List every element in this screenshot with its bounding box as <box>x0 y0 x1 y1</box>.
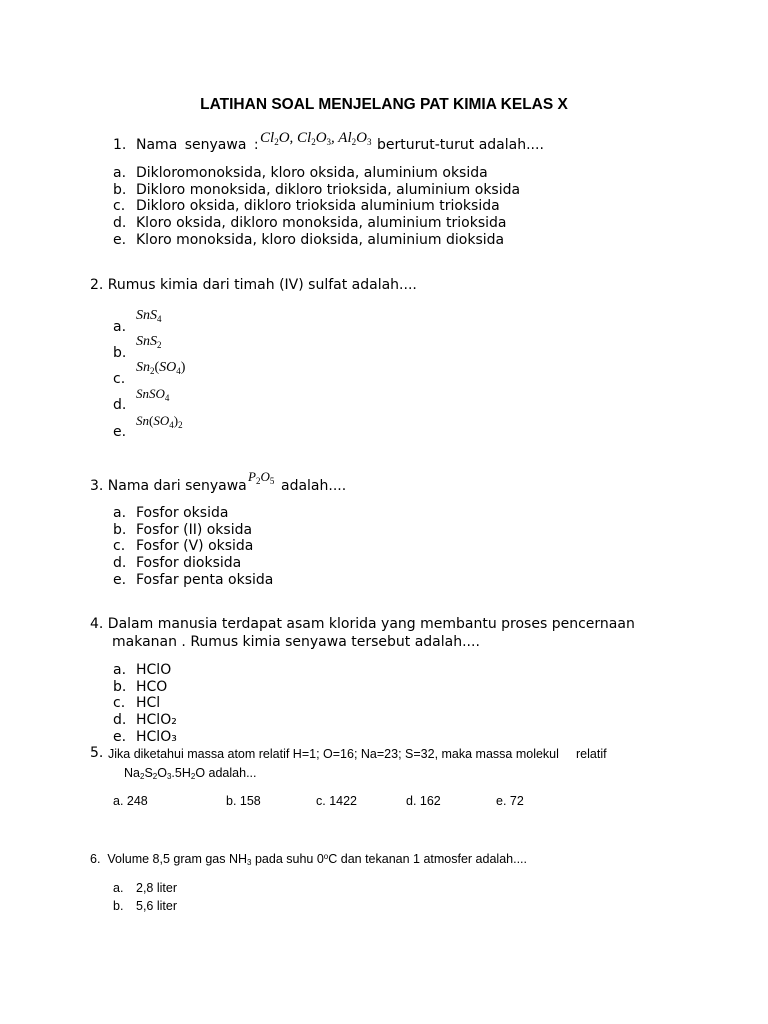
option-d: d. Kloro oksida, dikloro monoksida, aluminium trioksida <box>113 215 507 232</box>
question-1-tail: berturut-turut adalah.... <box>377 137 544 153</box>
formula-sns2: SnS$_2$ <box>136 334 162 350</box>
question-4-line-1: 4. Dalam manusia terdapat asam klorida yang membantu proses pencernaan <box>90 616 635 632</box>
question-3-lead: 3. Nama dari senyawa <box>90 478 247 494</box>
option-b: b. SnS$_2$ <box>113 334 162 361</box>
question-1-formula: $Cl_2O$, $Cl_2O_3$, $Al_2O_3$ <box>260 130 372 147</box>
question-5-number: 5. <box>90 745 104 761</box>
question-5-line-1-end: relatif <box>576 747 607 761</box>
option-c: c. Dikloro oksida, dikloro trioksida aluminium trioksida <box>113 198 500 215</box>
question-3-options <box>113 505 273 589</box>
question-2-text: 2. Rumus kimia dari timah (IV) sulfat adalah.... <box>90 277 417 293</box>
question-4-options <box>113 662 177 746</box>
option-e: e. Fosfar penta oksida <box>113 571 274 588</box>
question-1-options <box>113 165 520 249</box>
option-a: a. 2,8 liter <box>113 881 177 895</box>
question-4-line-2: makanan . Rumus kimia senyawa tersebut adalah.... <box>112 634 480 650</box>
option-b: b. HCO <box>113 678 168 695</box>
page-title: LATIHAN SOAL MENJELANG PAT KIMIA KELAS X <box>200 96 568 113</box>
option-b: b. Dikloro monoksida, dikloro trioksida, aluminium oksida <box>113 181 521 198</box>
option-e: e. HClO₃ <box>113 728 177 745</box>
option-d: d. HClO₂ <box>113 712 177 729</box>
question-3-tail: adalah.... <box>281 478 347 494</box>
option-e: e. $Sn(SO_4)_2$ <box>113 413 183 440</box>
formula-snso4-2: $Sn(SO_4)_2$ <box>136 413 183 430</box>
question-1-lead: Nama senyawa : <box>136 137 259 153</box>
option-b: b. 5,6 liter <box>113 899 177 913</box>
option-b: b. Fosfor (II) oksida <box>113 521 253 538</box>
option-a: a. HClO <box>113 662 172 678</box>
option-e: e. 72 <box>496 794 524 808</box>
option-a: a. Fosfor oksida <box>113 505 229 521</box>
option-e: e. Kloro monoksida, kloro dioksida, aluminium dioksida <box>113 231 505 248</box>
question-5-line-2: $Na_2S_2O_3.5H_2O$ adalah... <box>124 766 257 781</box>
option-c: c. $Sn_2(SO_4)$ <box>113 360 186 387</box>
option-c: c. HCl <box>113 695 161 712</box>
formula-snso4: SnSO$_4$ <box>136 386 170 403</box>
option-a: a. Dikloromonoksida, kloro oksida, aluminium oksida <box>113 165 488 181</box>
option-d: d. Fosfor dioksida <box>113 555 242 572</box>
formula-sns4: SnS$_4$ <box>136 308 162 324</box>
option-d: d. SnSO$_4$ <box>113 386 170 413</box>
question-6-text: 6. Volume 8,5 gram gas $NH_3$ pada suhu 0$^o$C dan tekanan 1 atmosfer adalah.... <box>90 852 527 867</box>
option-a: a. SnS$_4$ <box>113 308 162 335</box>
question-1-number: 1. <box>113 137 127 153</box>
option-b: b. 158 <box>226 794 261 808</box>
option-a: a. 248 <box>113 794 148 808</box>
option-c: c. Fosfor (V) oksida <box>113 538 254 555</box>
question-3-formula: $P_2O_5$ <box>248 469 275 486</box>
question-5-line-1: Jika diketahui massa atom relatif H=1; O=16; Na=23; S=32, maka massa molekul <box>108 747 559 761</box>
option-d: d. 162 <box>406 794 441 808</box>
formula-sn2so4: $Sn_2(SO_4)$ <box>136 360 186 376</box>
option-c: c. 1422 <box>316 794 358 808</box>
